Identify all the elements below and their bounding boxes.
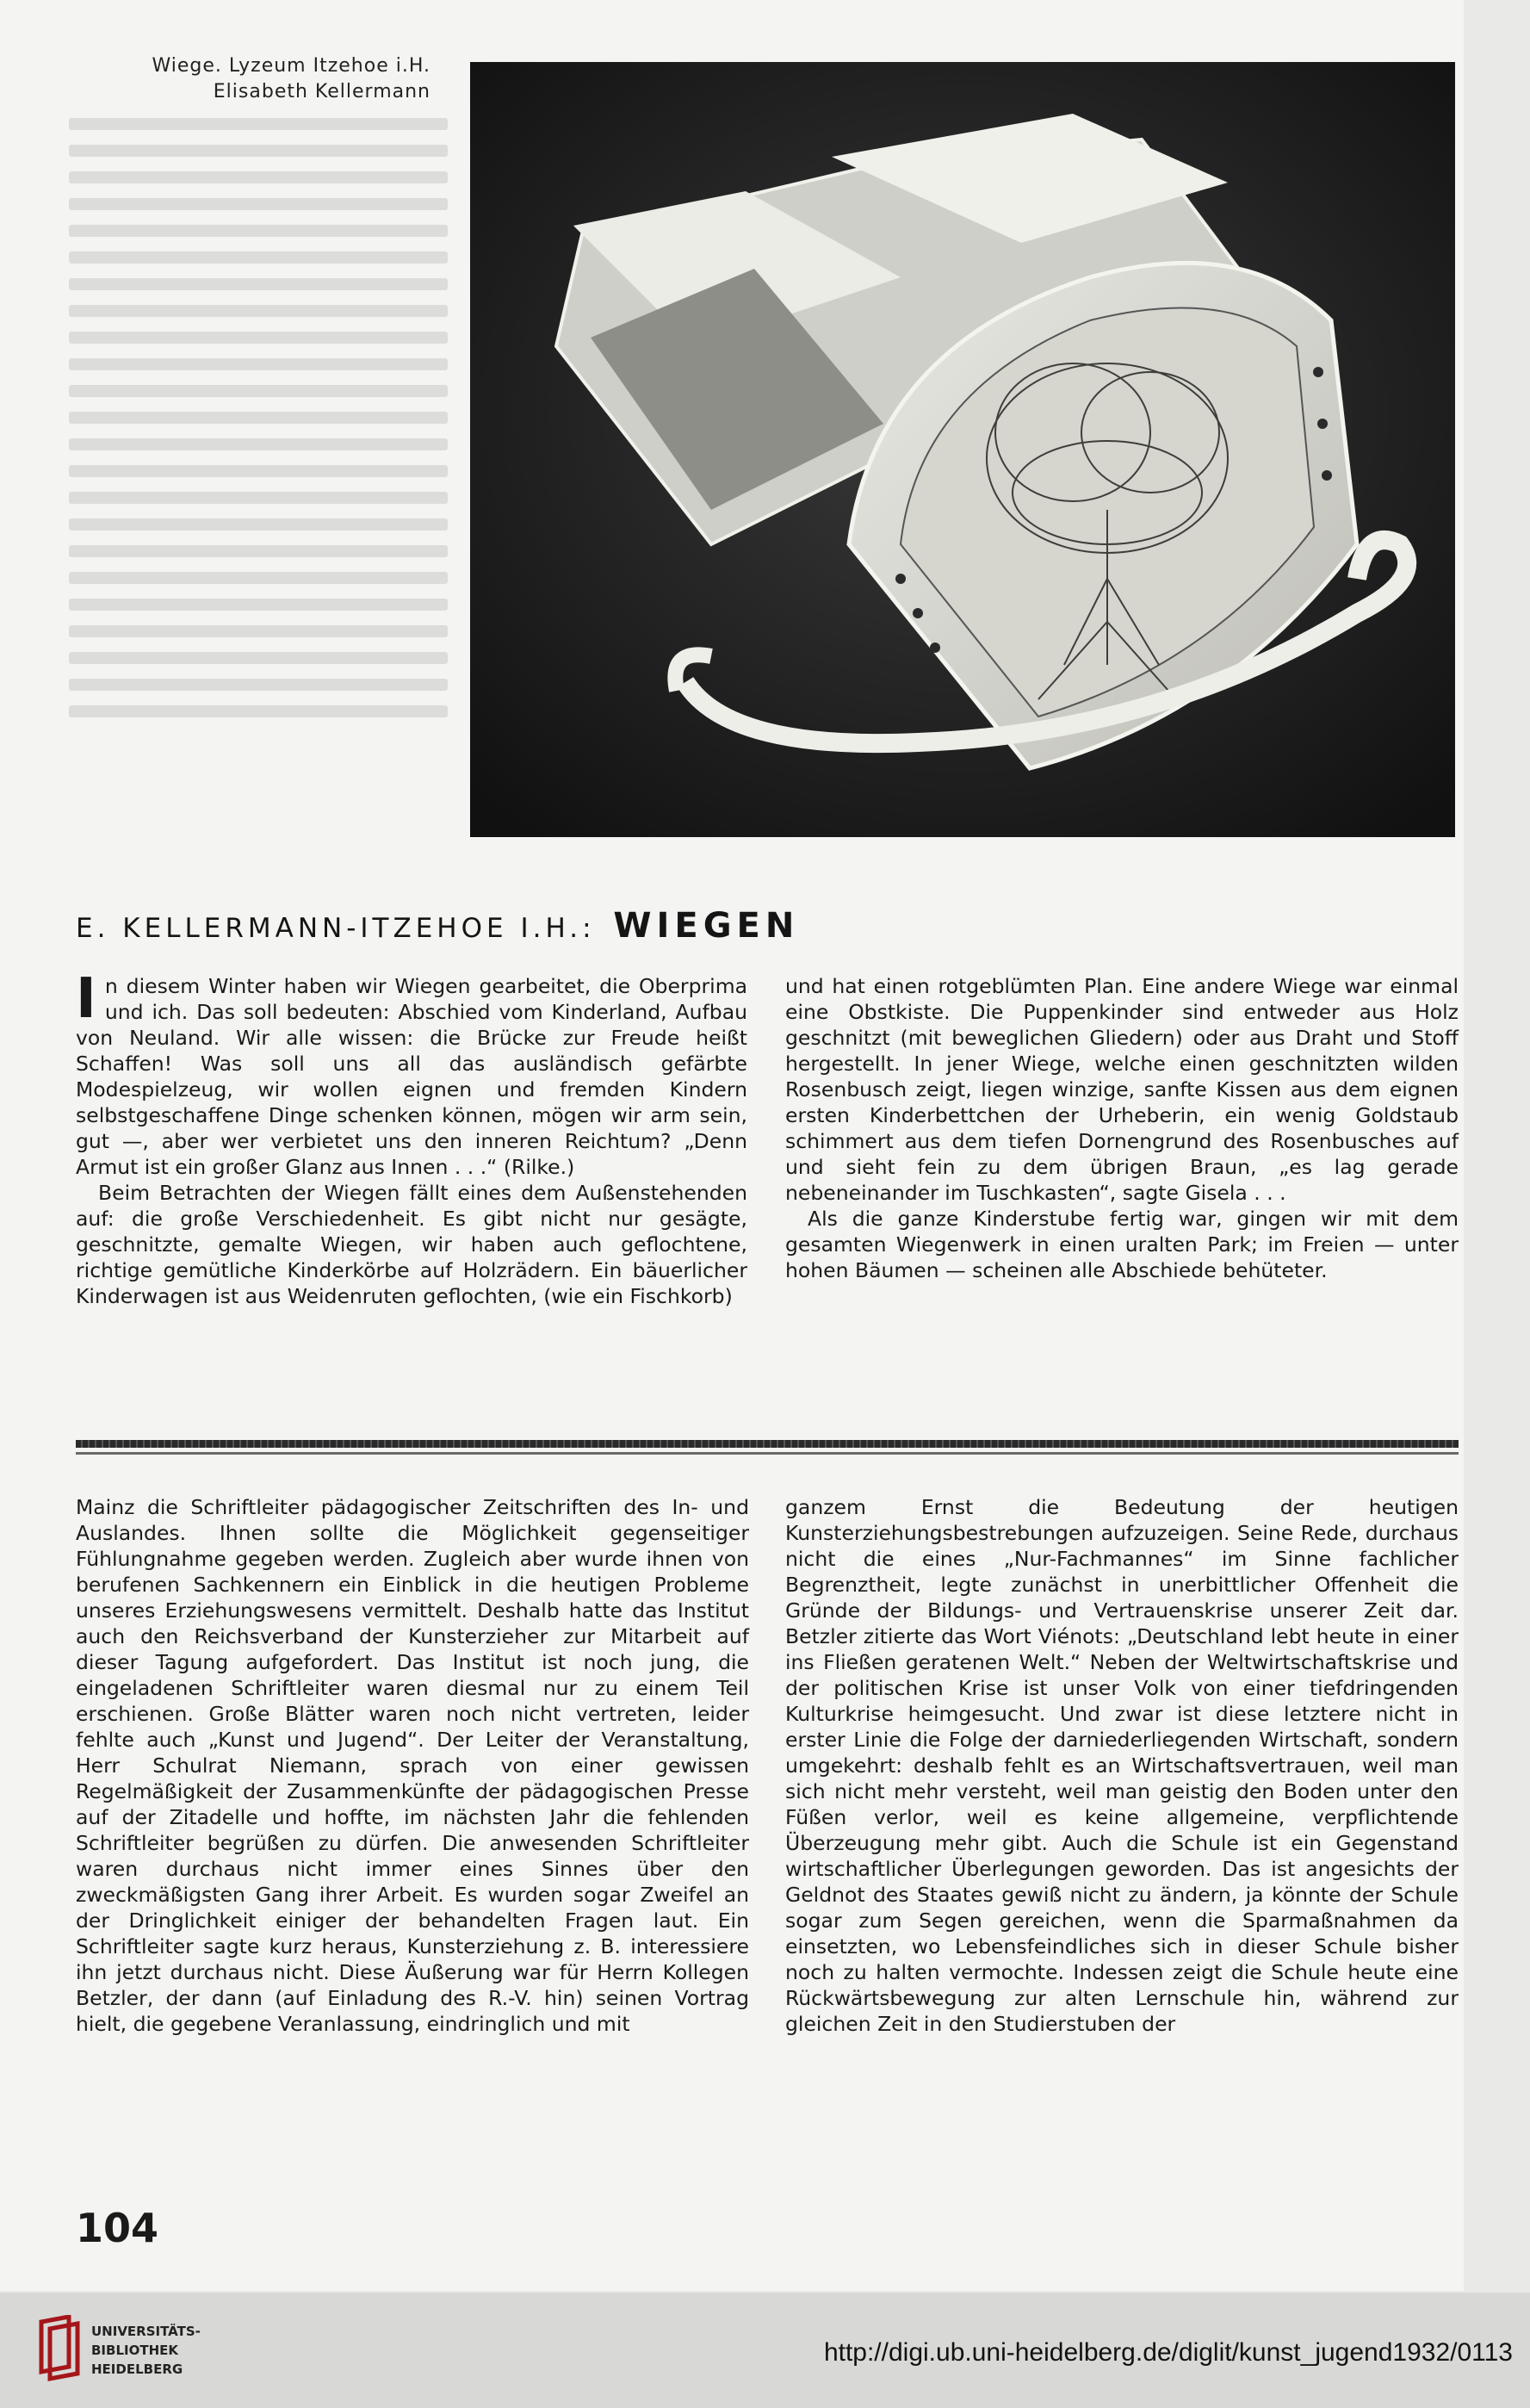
report-column-2 bbox=[785, 1494, 1459, 2037]
section-divider bbox=[76, 1440, 1459, 1448]
article-column-1 bbox=[76, 967, 747, 1309]
caption-line-1: Wiege. Lyzeum Itzehoe i.H. bbox=[152, 55, 431, 77]
logo-line-1: UNIVERSITÄTS- bbox=[91, 2324, 201, 2339]
report-column-1 bbox=[76, 1494, 749, 2037]
caption-line-2: Elisabeth Kellermann bbox=[213, 81, 431, 102]
article-paragraph-3: und hat einen rotgeblümten Plan. Eine andere Wiege war einmal eine Obstkiste. Die Puppenkinder sind entweder aus Holz geschnitzt (mit beweglichen Gliedern) oder aus Draht und Stoff hergestellt. In jener Wiege, welche einen geschnitzten wilden Rosenbusch zeigt, liegen winzige, sanfte Kissen aus dem eignen ersten Kinderbettchen der Urheberin, ein wenig Goldstaub schimmert aus dem tiefen Dornengrund des Rosenbusches auf und sieht fein zu dem übrigen Braun, „es lag gerade nebeneinander im Tuschkasten“, sagte Gisela . . . bbox=[785, 974, 1459, 1205]
bleed-through-text bbox=[69, 103, 448, 810]
article-paragraph-2: Beim Betrachten der Wiegen fällt eines dem Außenstehenden auf: die große Verschiedenheit. Es gibt nicht nur gesägte, geschnitzte, gemalte Wiegen, wir haben auch geflochtene, richtige gemütliche Kinderkörbe auf Holzrädern. Ein bäuerlicher Kinderwagen ist aus Weidenruten geflochten, (wie ein Fischkorb) bbox=[76, 1181, 747, 1308]
article-paragraph-4: Als die ganze Kinderstube fertig war, gingen wir mit dem gesamten Wiegenwerk in einen uralten Park; im Freien — unter hohen Bäumen — scheinen alle Abschiede behüteter. bbox=[785, 1207, 1459, 1282]
photo-caption bbox=[69, 53, 431, 105]
headline-author: E. KELLERMANN-ITZEHOE I.H.: bbox=[76, 913, 596, 944]
report-paragraph-2: ganzem Ernst die Bedeutung der heutigen Kunsterziehungsbestrebungen aufzuzeigen. Seine Rede, durchaus nicht die eines „Nur-Fachmannes“ im Sinne fachlicher Begrenztheit, legte zunächst in unerbittlicher Offenheit die Gründe der Bildungs- und Vertrauenskrise unserer Zeit dar. Betzler zitierte das Wort Viénots: „Deutschland lebt heute in einer ins Fließen geratenen Welt.“ Neben der Weltwirtschaftskrise und der politischen Krise ist unser Volk von einer tiefdringenden Kulturkrise heimgesucht. Und zwar ist diese letztere nicht in erster Linie die Folge der darniederliegenden Wirtschaft, sondern umgekehrt: deshalb fehlt es an Wirtschaftsvertrauen, weil man sich nicht mehr versteht, weil man geistig den Boden unter den Füßen verlor, weil es keine allgemeine, verpflichtende Überzeugung mehr gibt. Auch die Schule ist ein Gegenstand wirtschaftlicher Überlegungen geworden. Das ist angesichts der Geldnot des Staates gewiß nicht zu ändern, ja könnte der Schule sogar zum Segen gereichen, wenn die Sparmaßnahmen da einsetzten, wo Lebensfeindliches sich in dieser Schule bisher noch zu halten vermochte. Indessen zeigt die Schule heute eine Rückwärtsbewegung zur alten Lernschule hin, während zur gleichen Zeit in den Studierstuben der bbox=[785, 1495, 1459, 2036]
article-column-2 bbox=[785, 973, 1459, 1283]
headline-title: WIEGEN bbox=[613, 906, 800, 946]
article-headline bbox=[76, 906, 799, 946]
page-number: 104 bbox=[76, 2205, 159, 2251]
section-divider-thin bbox=[76, 1452, 1459, 1455]
paragraph-text: n diesem Winter haben wir Wiegen gearbeitet, die Oberprima und ich. Das soll bedeuten: Abschied vom Kinderland, Aufbau von Neuland. Wir alle wissen: die Brücke zur Freude heißt Schaffen! Was soll uns all das ausländisch gefärbte Modespielzeug, wir wollen eignen und fremden Kindern selbstgeschaffene Dinge schenken können, mögen wir arm sein, gut —, aber wer verbietet uns den inneren Reichtum? „Denn Armut ist ein großer Glanz aus Innen . . .“ (Rilke.) bbox=[76, 974, 747, 1179]
source-url-link[interactable]: http://digi.ub.uni-heidelberg.de/diglit/kunst_jugend1932/0113 bbox=[823, 2338, 1513, 2367]
library-logo-icon[interactable] bbox=[34, 2315, 84, 2382]
cradle-photo bbox=[470, 62, 1455, 837]
article-paragraph-1 bbox=[76, 967, 747, 1180]
drop-cap: I bbox=[76, 967, 96, 1031]
logo-line-3: HEIDELBERG bbox=[91, 2361, 183, 2377]
library-logo-text[interactable] bbox=[91, 2322, 201, 2379]
report-paragraph-1: Mainz die Schriftleiter pädagogischer Zeitschriften des In- und Auslandes. Ihnen sollte die Möglichkeit gegenseitiger Fühlungnahme gegeben werden. Zugleich aber wurde ihnen von berufenen Sachkennern ein Einblick in die heutigen Probleme unseres Erziehungswesens vermittelt. Deshalb hatte das Institut auch den Reichsverband der Kunsterzieher zur Mitarbeit auf dieser Tagung aufgefordert. Das Institut ist noch jung, die eingeladenen Schriftleiter waren diesmal nur zu einem Teil erschienen. Große Blätter waren noch nicht vertreten, leider fehlte auch „Kunst und Jugend“. Der Leiter der Veranstaltung, Herr Schulrat Niemann, sprach von einer gewissen Regelmäßigkeit der Zusammenkünfte der pädagogischen Presse auf der Zitadelle und hoffte, im nächsten Jahr die fehlenden Schriftleiter begrüßen zu dürfen. Die anwesenden Schriftleiter waren durchaus nicht immer eines Sinnes über den zweckmäßigsten Gang ihrer Arbeit. Es wurden sogar Zweifel an der Dringlichkeit einiger der behandelten Fragen laut. Ein Schriftleiter sagte kurz heraus, Kunsterziehung z. B. interessiere ihn jetzt durchaus nicht. Diese Äußerung war für Herrn Kollegen Betzler, der dann (auf Einladung des R.-V. hin) seinen Vortrag hielt, die gegebene Veranlassung, eindringlich und mit bbox=[76, 1495, 749, 2036]
logo-line-2: BIBLIOTHEK bbox=[91, 2343, 178, 2358]
cradle-illustration bbox=[470, 62, 1455, 837]
